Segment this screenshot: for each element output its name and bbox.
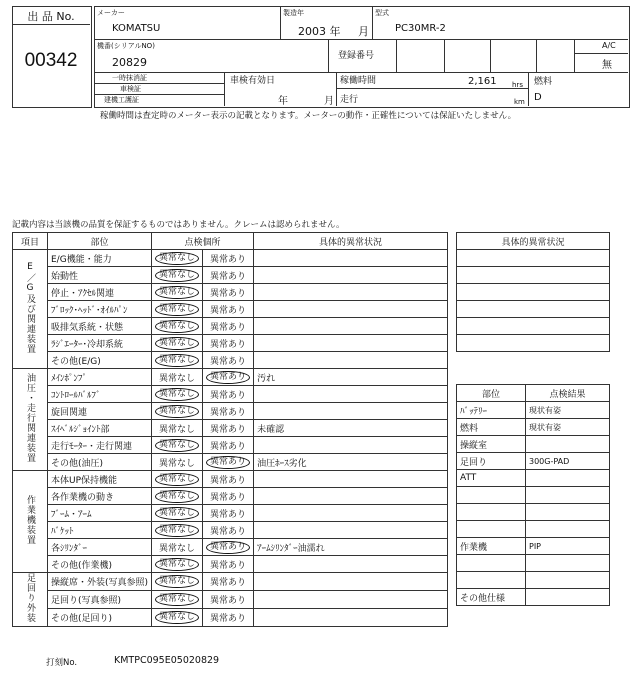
table-row (457, 419, 610, 436)
check-abnormal[interactable] (203, 437, 254, 454)
check-normal[interactable] (152, 454, 203, 471)
group-label-text: E／G及び関連装置 (25, 261, 35, 354)
hours-unit: hrs (512, 81, 523, 89)
detail-cell: 未確認 (254, 420, 448, 437)
result-part-cell (457, 555, 526, 572)
option-normal-text: 異常なし (155, 354, 199, 367)
group-label-text: 足回り外装 (25, 573, 35, 623)
option-abnormal-text: 異常あり (210, 475, 247, 486)
option-abnormal-text: 異常あり (210, 305, 247, 316)
table-row (457, 555, 610, 572)
results-side-table (456, 384, 610, 606)
table-row (13, 539, 448, 556)
result-part-cell (457, 572, 526, 589)
option-abnormal-text: 異常あり (210, 526, 247, 537)
check-abnormal[interactable] (203, 573, 254, 591)
check-abnormal[interactable] (203, 488, 254, 505)
table-row (13, 471, 448, 488)
lot-number: 00342 (24, 50, 78, 71)
results-header-part: 部位 (457, 385, 526, 402)
detail-cell (254, 556, 448, 573)
group-label (13, 369, 48, 471)
part-cell: 旋回関連 (48, 403, 152, 420)
check-normal[interactable] (152, 556, 203, 573)
option-abnormal-text: 異常あり (206, 456, 250, 469)
table-row (457, 453, 610, 470)
part-cell: 吸排気系統・状態 (48, 318, 152, 335)
col-header-item: 項目 (13, 233, 48, 250)
option-abnormal-text: 異常あり (210, 390, 247, 401)
part-cell: その他(作業機) (48, 556, 152, 573)
table-row (457, 470, 610, 487)
side-detail-row (457, 267, 610, 284)
check-abnormal[interactable] (203, 318, 254, 335)
option-normal-text: 異常なし (155, 473, 199, 486)
option-normal-text: 異常なし (159, 458, 196, 469)
detail-side-table (456, 232, 610, 352)
table-row (13, 284, 448, 301)
result-part-cell (457, 487, 526, 504)
part-cell: 走行ﾓｰﾀｰ・走行関連 (48, 437, 152, 454)
option-abnormal-text: 異常あり (206, 371, 250, 384)
part-cell: ﾗｼﾞｴｰﾀｰ･冷却系統 (48, 335, 152, 352)
result-part-cell: ﾊﾞｯﾃﾘｰ (457, 402, 526, 419)
serial-value: 20829 (112, 56, 147, 69)
option-normal-text: 異常なし (155, 320, 199, 333)
option-abnormal-text: 異常あり (210, 424, 247, 435)
model-value: PC30MR-2 (395, 23, 446, 34)
table-row (13, 573, 448, 591)
inspection-label: 車検有効日 (230, 76, 276, 86)
table-row (457, 504, 610, 521)
detail-cell (254, 352, 448, 369)
table-row (13, 420, 448, 437)
option-normal-text: 異常なし (155, 507, 199, 520)
check-normal[interactable] (152, 335, 203, 352)
table-row (457, 402, 610, 419)
part-cell: 各作業機の動き (48, 488, 152, 505)
maker-value: KOMATSU (112, 23, 161, 34)
result-part-cell: 操縦室 (457, 436, 526, 453)
check-normal[interactable] (152, 403, 203, 420)
detail-cell: 汚れ (254, 369, 448, 386)
check-normal[interactable] (152, 420, 203, 437)
detail-cell (254, 403, 448, 420)
detail-cell: 油圧ﾎｰｽ劣化 (254, 454, 448, 471)
table-row (13, 369, 448, 386)
check-abnormal[interactable] (203, 250, 254, 267)
part-cell: ﾊﾞｹｯﾄ (48, 522, 152, 539)
month-mark: 月 (324, 96, 334, 107)
detail-cell (254, 522, 448, 539)
result-part-cell (457, 521, 526, 538)
check-normal[interactable] (152, 505, 203, 522)
option-normal-text: 異常なし (155, 303, 199, 316)
detail-cell (254, 301, 448, 318)
result-value-cell (526, 487, 610, 504)
check-normal[interactable] (152, 318, 203, 335)
table-row (457, 436, 610, 453)
option-abnormal-text: 異常あり (210, 322, 247, 333)
table-row (13, 488, 448, 505)
detail-cell (254, 609, 448, 627)
result-part-cell: その他仕様 (457, 589, 526, 606)
option-normal-text: 異常なし (155, 388, 199, 401)
serial-label: 機番(シリアルNO) (97, 42, 155, 50)
table-row (457, 521, 610, 538)
option-abnormal-text: 異常あり (210, 339, 247, 350)
check-abnormal[interactable] (203, 301, 254, 318)
check-abnormal[interactable] (203, 284, 254, 301)
col-header-check: 点検個所 (152, 233, 254, 250)
check-abnormal[interactable] (203, 420, 254, 437)
vehicle-cert: 車検証 (120, 85, 141, 93)
result-value-cell (526, 589, 610, 606)
check-normal[interactable] (152, 609, 203, 627)
table-row (457, 487, 610, 504)
detail-cell (254, 471, 448, 488)
option-abnormal-text: 異常あり (210, 254, 247, 265)
check-normal[interactable] (152, 471, 203, 488)
detail-cell (254, 335, 448, 352)
table-row (457, 538, 610, 555)
ac-value: 無 (602, 60, 612, 71)
stamp-number: KMTPC095E05020829 (114, 655, 220, 666)
detail-cell (254, 505, 448, 522)
check-normal[interactable] (152, 437, 203, 454)
result-value-cell (526, 470, 610, 487)
part-cell: ｽｲﾍﾞﾙｼﾞｮｲﾝﾄ部 (48, 420, 152, 437)
check-abnormal[interactable] (203, 352, 254, 369)
part-cell: 停止・ｱｸｾﾙ関連 (48, 284, 152, 301)
check-abnormal[interactable] (203, 522, 254, 539)
part-cell: 始動性 (48, 267, 152, 284)
check-normal[interactable] (152, 267, 203, 284)
option-normal-text: 異常なし (159, 373, 196, 384)
note-hours-disclaimer: 稼働時間は査定時のメーター表示の記載となります。メーターの動作・正確性については保証いたしません。 (100, 111, 517, 121)
check-normal[interactable] (152, 284, 203, 301)
option-normal-text: 異常なし (155, 337, 199, 350)
table-row (13, 267, 448, 284)
side-detail-row (457, 250, 610, 267)
result-value-cell (526, 436, 610, 453)
option-abnormal-text: 異常あり (210, 441, 247, 452)
check-abnormal[interactable] (203, 539, 254, 556)
table-row (13, 522, 448, 539)
table-row (13, 437, 448, 454)
table-row (13, 335, 448, 352)
option-normal-text: 異常なし (155, 558, 199, 571)
option-abnormal-text: 異常あり (210, 356, 247, 367)
table-row (457, 572, 610, 589)
check-abnormal[interactable] (203, 505, 254, 522)
table-row (13, 352, 448, 369)
detail-cell (254, 318, 448, 335)
construct-cert: 建機工護証 (104, 96, 139, 104)
part-cell: その他(E/G) (48, 352, 152, 369)
detail-cell (254, 488, 448, 505)
group-label-text: 油圧・走行関連装置 (25, 373, 35, 463)
result-part-cell: 作業機 (457, 538, 526, 555)
result-value-cell: 現状有姿 (526, 419, 610, 436)
detail-cell (254, 591, 448, 609)
col-header-part: 部位 (48, 233, 152, 250)
check-abnormal[interactable] (203, 609, 254, 627)
option-normal-text: 異常なし (155, 575, 199, 588)
check-normal[interactable] (152, 301, 203, 318)
mileage-label: 走行 (340, 95, 359, 105)
option-abnormal-text: 異常あり (210, 614, 247, 624)
option-normal-text: 異常なし (155, 439, 199, 452)
year-value: 2003 年 (298, 25, 341, 38)
fuel-label: 燃料 (534, 77, 553, 87)
result-value-cell: 300G-PAD (526, 453, 610, 470)
model-label: 型式 (375, 9, 389, 17)
check-abnormal[interactable] (203, 471, 254, 488)
check-normal[interactable] (152, 386, 203, 403)
side-detail-header: 具体的異常状況 (457, 233, 610, 250)
option-abnormal-text: 異常あり (210, 578, 247, 588)
reg-label: 登録番号 (338, 51, 375, 61)
ac-label: A/C (602, 41, 616, 50)
check-abnormal[interactable] (203, 369, 254, 386)
check-normal[interactable] (152, 522, 203, 539)
part-cell: 操縦席・外装(写真参照) (48, 573, 152, 591)
option-abnormal-text: 異常あり (206, 541, 250, 554)
result-value-cell (526, 521, 610, 538)
part-cell: その他(油圧) (48, 454, 152, 471)
side-detail-row (457, 318, 610, 335)
result-value-cell: 現状有姿 (526, 402, 610, 419)
table-row (13, 250, 448, 267)
option-normal-text: 異常なし (155, 269, 199, 282)
detail-cell: ｱｰﾑｼﾘﾝﾀﾞｰ油濡れ (254, 539, 448, 556)
result-value-cell: PIP (526, 538, 610, 555)
col-header-detail: 具体的異常状況 (254, 233, 448, 250)
check-abnormal[interactable] (203, 335, 254, 352)
check-normal[interactable] (152, 352, 203, 369)
table-row (13, 454, 448, 471)
lot-label: 出 品 No. (27, 10, 75, 23)
fuel-value: D (534, 92, 542, 103)
detail-cell (254, 267, 448, 284)
group-label (13, 250, 48, 369)
check-normal[interactable] (152, 573, 203, 591)
check-abnormal[interactable] (203, 591, 254, 609)
option-abnormal-text: 異常あり (210, 560, 247, 571)
result-value-cell (526, 555, 610, 572)
part-cell: ﾌﾞﾛｯｸ･ﾍｯﾄﾞ･ｵｲﾙﾊﾟﾝ (48, 301, 152, 318)
table-row (13, 505, 448, 522)
group-label (13, 471, 48, 573)
part-cell: ﾌﾞｰﾑ・ｱｰﾑ (48, 505, 152, 522)
header-block (12, 6, 628, 106)
result-part-cell (457, 504, 526, 521)
year-mark: 年 (278, 96, 288, 107)
part-cell: ﾒｲﾝﾎﾟﾝﾌﾟ (48, 369, 152, 386)
part-cell: 本体UP保持機能 (48, 471, 152, 488)
detail-cell (254, 284, 448, 301)
table-row (13, 301, 448, 318)
group-label (13, 573, 48, 627)
option-abnormal-text: 異常あり (210, 407, 247, 418)
part-cell: その他(足回り) (48, 609, 152, 627)
check-normal[interactable] (152, 369, 203, 386)
option-normal-text: 異常なし (155, 252, 199, 265)
km-unit: km (514, 98, 525, 106)
check-normal[interactable] (152, 539, 203, 556)
option-normal-text: 異常なし (155, 490, 199, 503)
option-normal-text: 異常なし (155, 286, 199, 299)
detail-cell (254, 250, 448, 267)
result-value-cell (526, 504, 610, 521)
table-row (13, 591, 448, 609)
option-abnormal-text: 異常あり (210, 288, 247, 299)
result-part-cell: 足回り (457, 453, 526, 470)
check-abnormal[interactable] (203, 556, 254, 573)
table-row (13, 318, 448, 335)
hours-value: 2,161 (468, 76, 497, 87)
check-abnormal[interactable] (203, 267, 254, 284)
detail-cell (254, 437, 448, 454)
hours-label: 稼働時間 (340, 76, 377, 86)
table-row (457, 589, 610, 606)
year-label: 製造年 (283, 9, 304, 17)
part-cell: 足回り(写真参照) (48, 591, 152, 609)
check-normal[interactable] (152, 250, 203, 267)
maker-label: メーカー (97, 9, 125, 17)
option-abnormal-text: 異常あり (210, 492, 247, 503)
check-abnormal[interactable] (203, 403, 254, 420)
option-abnormal-text: 異常あり (210, 509, 247, 520)
stamp-label: 打刻No. (46, 658, 78, 668)
check-abnormal[interactable] (203, 454, 254, 471)
check-normal[interactable] (152, 591, 203, 609)
note-quality-disclaimer: 記載内容は当該機の品質を保証するものではありません。クレームは認められません。 (12, 220, 345, 230)
inspection-table (12, 232, 448, 627)
result-value-cell (526, 572, 610, 589)
part-cell: E/G機能・能力 (48, 250, 152, 267)
option-abnormal-text: 異常あり (210, 596, 247, 606)
part-cell: ｺﾝﾄﾛｰﾙﾊﾞﾙﾌﾞ (48, 386, 152, 403)
option-normal-text: 異常なし (155, 611, 199, 624)
option-abnormal-text: 異常あり (210, 271, 247, 282)
result-part-cell: ATT (457, 470, 526, 487)
table-row (13, 403, 448, 420)
option-normal-text: 異常なし (155, 405, 199, 418)
detail-cell (254, 386, 448, 403)
check-normal[interactable] (152, 488, 203, 505)
option-normal-text: 異常なし (155, 593, 199, 606)
month-label: 月 (358, 25, 369, 38)
table-row (13, 556, 448, 573)
option-normal-text: 異常なし (155, 524, 199, 537)
check-abnormal[interactable] (203, 386, 254, 403)
detail-cell (254, 573, 448, 591)
table-row (13, 609, 448, 627)
results-header-result: 点検結果 (526, 385, 610, 402)
table-row (13, 386, 448, 403)
temp-permit: 一時抹消証 (112, 74, 147, 82)
option-normal-text: 異常なし (159, 543, 196, 554)
result-part-cell: 燃料 (457, 419, 526, 436)
side-detail-row (457, 301, 610, 318)
side-detail-row (457, 335, 610, 352)
part-cell: 各ｼﾘﾝﾀﾞｰ (48, 539, 152, 556)
side-detail-row (457, 284, 610, 301)
option-normal-text: 異常なし (159, 424, 196, 435)
group-label-text: 作業機装置 (25, 495, 35, 545)
